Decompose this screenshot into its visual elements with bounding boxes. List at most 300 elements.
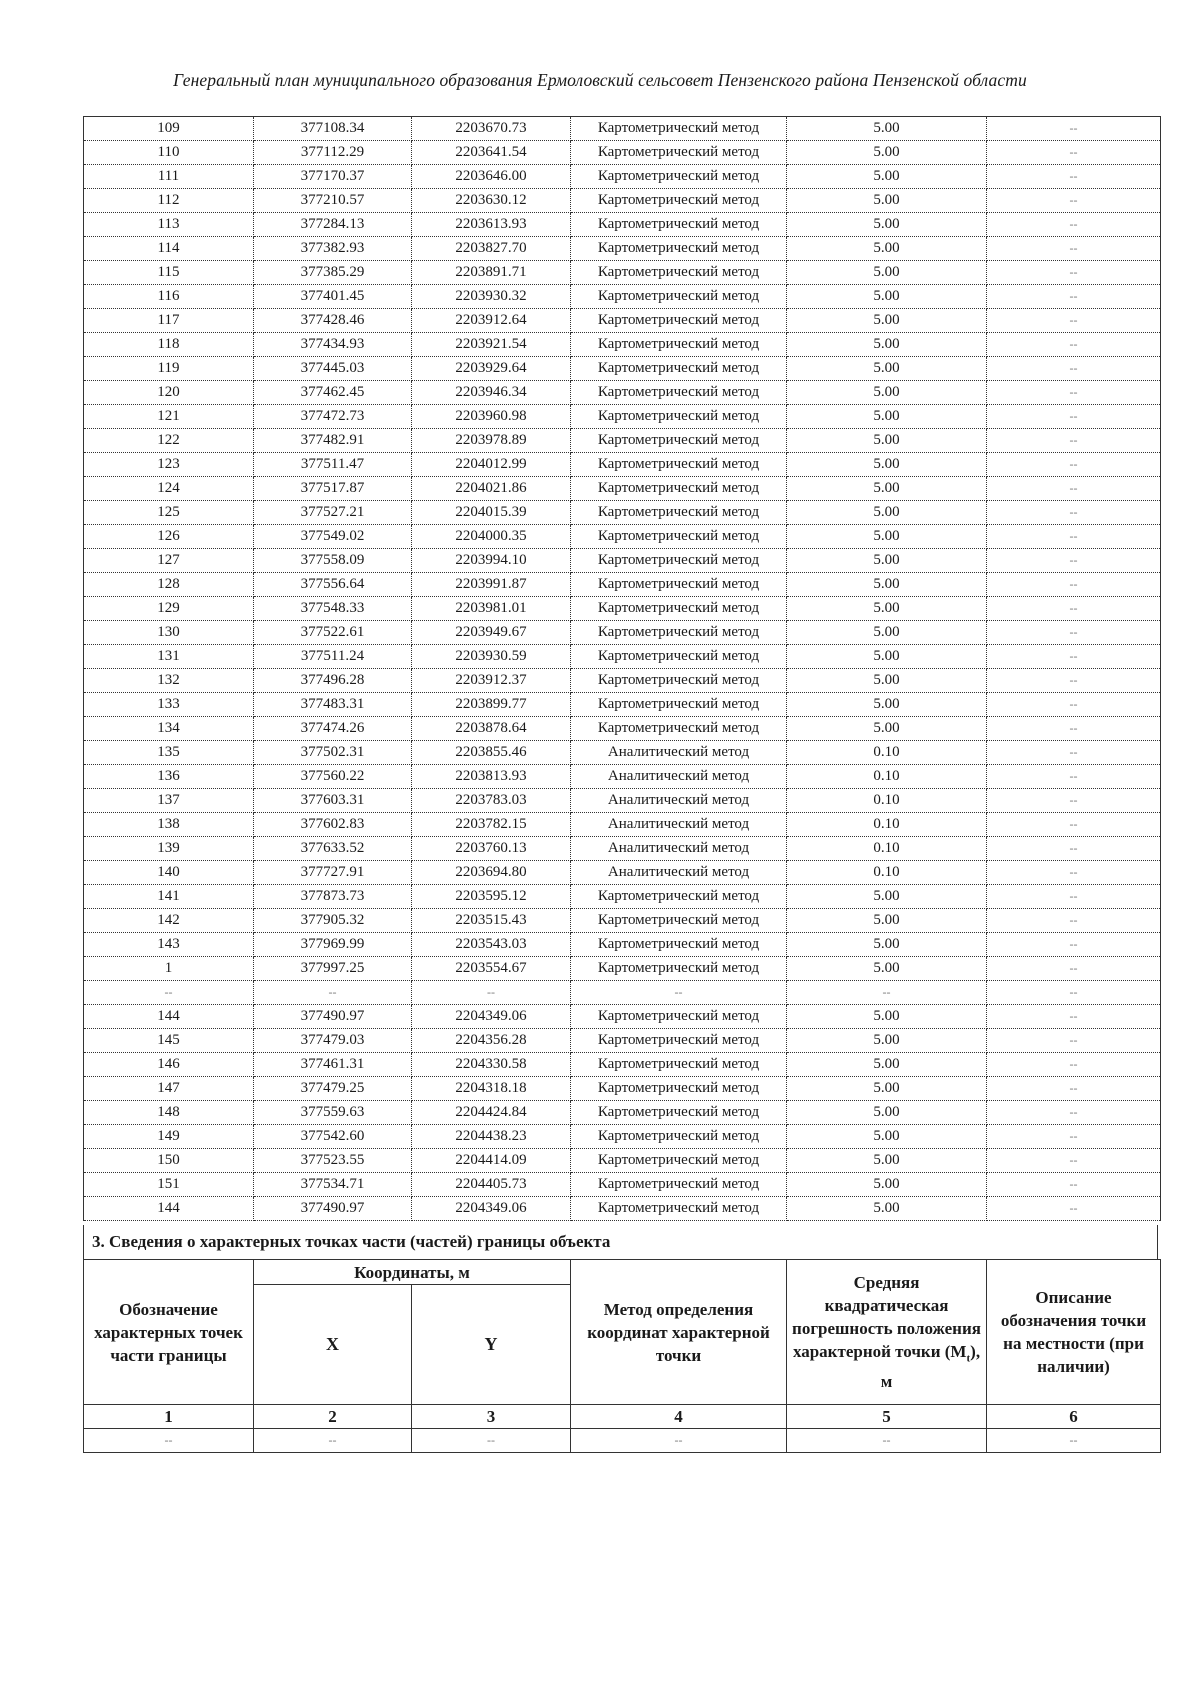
error-cell: 5.00	[787, 213, 987, 237]
error-cell: 5.00	[787, 573, 987, 597]
method-cell: Картометрический метод	[571, 261, 787, 285]
table-row	[84, 189, 1161, 213]
point-number-cell: 119	[84, 357, 254, 381]
table-row	[84, 693, 1161, 717]
error-cell: 5.00	[787, 357, 987, 381]
x-coordinate-cell: 377385.29	[254, 261, 412, 285]
x-coordinate-cell: 377511.47	[254, 453, 412, 477]
error-cell: 5.00	[787, 909, 987, 933]
point-number-cell: 129	[84, 597, 254, 621]
column-number: 6	[987, 1405, 1161, 1429]
description-cell: --	[987, 861, 1161, 885]
method-cell: --	[571, 981, 787, 1005]
method-cell: Картометрический метод	[571, 453, 787, 477]
description-cell: --	[987, 261, 1161, 285]
error-cell: 5.00	[787, 645, 987, 669]
error-cell: 5.00	[787, 1077, 987, 1101]
method-cell: Картометрический метод	[571, 645, 787, 669]
error-cell: 5.00	[787, 693, 987, 717]
error-cell: 5.00	[787, 621, 987, 645]
table-row	[84, 933, 1161, 957]
description-cell: --	[987, 237, 1161, 261]
table-row	[84, 237, 1161, 261]
error-cell: 5.00	[787, 261, 987, 285]
point-number-cell: 111	[84, 165, 254, 189]
x-coordinate-cell: 377603.31	[254, 789, 412, 813]
document-header: Генеральный план муниципального образования Ермоловский сельсовет Пензенского района Пензенской области	[173, 70, 1027, 90]
x-coordinate-cell: 377511.24	[254, 645, 412, 669]
method-cell: Картометрический метод	[571, 1077, 787, 1101]
x-coordinate-cell: 377905.32	[254, 909, 412, 933]
point-number-cell: 137	[84, 789, 254, 813]
header-point-designation: Обозначение характерных точек части границы	[84, 1260, 254, 1405]
method-cell: Картометрический метод	[571, 237, 787, 261]
y-coordinate-cell: 2203960.98	[412, 405, 571, 429]
column-number: 2	[254, 1405, 412, 1429]
y-coordinate-cell: 2203515.43	[412, 909, 571, 933]
table-row	[84, 1077, 1161, 1101]
description-cell: --	[987, 621, 1161, 645]
x-coordinate-cell: 377482.91	[254, 429, 412, 453]
method-cell: Картометрический метод	[571, 477, 787, 501]
table-row	[84, 621, 1161, 645]
description-cell: --	[987, 429, 1161, 453]
table-row	[84, 741, 1161, 765]
point-number-cell: 134	[84, 717, 254, 741]
y-coordinate-cell: 2203930.32	[412, 285, 571, 309]
error-cell: 5.00	[787, 141, 987, 165]
method-cell: Картометрический метод	[571, 117, 787, 141]
x-coordinate-cell: 377559.63	[254, 1101, 412, 1125]
error-cell: 5.00	[787, 117, 987, 141]
description-cell: --	[987, 1029, 1161, 1053]
y-coordinate-cell: 2203694.80	[412, 861, 571, 885]
point-number-cell: 124	[84, 477, 254, 501]
method-cell: Картометрический метод	[571, 1053, 787, 1077]
y-coordinate-cell: 2203946.34	[412, 381, 571, 405]
x-coordinate-cell: 377560.22	[254, 765, 412, 789]
y-coordinate-cell: 2203543.03	[412, 933, 571, 957]
error-cell: 5.00	[787, 333, 987, 357]
x-coordinate-cell: 377479.03	[254, 1029, 412, 1053]
point-number-cell: 144	[84, 1197, 254, 1221]
header-error-unit: ), м	[880, 1341, 981, 1392]
point-number-cell: 123	[84, 453, 254, 477]
y-coordinate-cell: 2204015.39	[412, 501, 571, 525]
x-coordinate-cell: 377602.83	[254, 813, 412, 837]
description-cell: --	[987, 573, 1161, 597]
header-x: X	[254, 1285, 412, 1405]
description-cell: --	[987, 981, 1161, 1005]
error-cell: 5.00	[787, 1197, 987, 1221]
description-cell: --	[987, 669, 1161, 693]
point-number-cell: 138	[84, 813, 254, 837]
description-cell: --	[987, 597, 1161, 621]
table-row	[84, 885, 1161, 909]
point-number-cell: 116	[84, 285, 254, 309]
column-number: 1	[84, 1405, 254, 1429]
x-coordinate-cell: 377490.97	[254, 1197, 412, 1221]
point-number-cell: 113	[84, 213, 254, 237]
description-cell: --	[987, 309, 1161, 333]
x-coordinate-cell: 377474.26	[254, 717, 412, 741]
table-row	[84, 429, 1161, 453]
x-coordinate-cell: 377997.25	[254, 957, 412, 981]
error-cell: 0.10	[787, 789, 987, 813]
method-cell: Картометрический метод	[571, 717, 787, 741]
y-coordinate-cell: 2203949.67	[412, 621, 571, 645]
y-coordinate-cell: 2203878.64	[412, 717, 571, 741]
method-cell: Картометрический метод	[571, 285, 787, 309]
coordinates-table-body	[84, 117, 1161, 1221]
error-cell: 5.00	[787, 717, 987, 741]
point-number-cell: 142	[84, 909, 254, 933]
point-number-cell: 115	[84, 261, 254, 285]
error-cell: 5.00	[787, 669, 987, 693]
error-cell: 5.00	[787, 885, 987, 909]
table-row	[84, 1101, 1161, 1125]
method-cell: Картометрический метод	[571, 693, 787, 717]
point-number-cell: 1	[84, 957, 254, 981]
x-coordinate-cell: 377727.91	[254, 861, 412, 885]
description-cell: --	[987, 1197, 1161, 1221]
x-coordinate-cell: 377462.45	[254, 381, 412, 405]
header-method: Метод определения координат характерной точки	[571, 1260, 787, 1405]
method-cell: Картометрический метод	[571, 957, 787, 981]
column-number: 4	[571, 1405, 787, 1429]
x-coordinate-cell: 377873.73	[254, 885, 412, 909]
error-cell: 5.00	[787, 1029, 987, 1053]
method-cell: Картометрический метод	[571, 213, 787, 237]
description-cell: --	[987, 141, 1161, 165]
method-cell: Картометрический метод	[571, 189, 787, 213]
description-cell: --	[987, 1005, 1161, 1029]
x-coordinate-cell: 377483.31	[254, 693, 412, 717]
x-coordinate-cell: 377445.03	[254, 357, 412, 381]
table-row	[84, 549, 1161, 573]
description-cell: --	[987, 165, 1161, 189]
y-coordinate-cell: 2203899.77	[412, 693, 571, 717]
y-coordinate-cell: --	[412, 981, 571, 1005]
table-row	[84, 1005, 1161, 1029]
description-cell: --	[987, 957, 1161, 981]
method-cell: Аналитический метод	[571, 789, 787, 813]
empty-cell: --	[84, 1429, 254, 1453]
point-number-cell: 126	[84, 525, 254, 549]
method-cell: Картометрический метод	[571, 1197, 787, 1221]
x-coordinate-cell: 377490.97	[254, 1005, 412, 1029]
error-cell: --	[787, 981, 987, 1005]
x-coordinate-cell: 377284.13	[254, 213, 412, 237]
description-cell: --	[987, 525, 1161, 549]
y-coordinate-cell: 2203646.00	[412, 165, 571, 189]
error-cell: 5.00	[787, 1125, 987, 1149]
x-coordinate-cell: --	[254, 981, 412, 1005]
error-cell: 0.10	[787, 813, 987, 837]
error-cell: 5.00	[787, 1173, 987, 1197]
method-cell: Картометрический метод	[571, 549, 787, 573]
empty-cell: --	[571, 1429, 787, 1453]
description-cell: --	[987, 741, 1161, 765]
description-cell: --	[987, 837, 1161, 861]
x-coordinate-cell: 377517.87	[254, 477, 412, 501]
table-row	[84, 765, 1161, 789]
y-coordinate-cell: 2203630.12	[412, 189, 571, 213]
point-number-cell: 150	[84, 1149, 254, 1173]
header-error	[787, 1260, 987, 1405]
x-coordinate-cell: 377542.60	[254, 1125, 412, 1149]
description-cell: --	[987, 357, 1161, 381]
method-cell: Аналитический метод	[571, 861, 787, 885]
y-coordinate-cell: 2203613.93	[412, 213, 571, 237]
x-coordinate-cell: 377210.57	[254, 189, 412, 213]
section-3-title: 3. Сведения о характерных точках части (частей) границы объекта	[83, 1225, 1158, 1259]
table-row	[84, 957, 1161, 981]
description-cell: --	[987, 645, 1161, 669]
y-coordinate-cell: 2203994.10	[412, 549, 571, 573]
error-cell: 5.00	[787, 1053, 987, 1077]
x-coordinate-cell: 377527.21	[254, 501, 412, 525]
header-error-text: Средняя квадратическая погрешность положения характерной точки (M	[792, 1272, 981, 1361]
y-coordinate-cell: 2204414.09	[412, 1149, 571, 1173]
error-cell: 5.00	[787, 957, 987, 981]
y-coordinate-cell: 2203991.87	[412, 573, 571, 597]
point-number-cell: 147	[84, 1077, 254, 1101]
header-description: Описание обозначения точки на местности (при наличии)	[987, 1260, 1161, 1405]
y-coordinate-cell: 2203891.71	[412, 261, 571, 285]
y-coordinate-cell: 2204356.28	[412, 1029, 571, 1053]
table-row	[84, 573, 1161, 597]
point-number-cell: 143	[84, 933, 254, 957]
error-cell: 5.00	[787, 597, 987, 621]
method-cell: Картометрический метод	[571, 381, 787, 405]
error-cell: 5.00	[787, 405, 987, 429]
header-y: Y	[412, 1285, 571, 1405]
y-coordinate-cell: 2204424.84	[412, 1101, 571, 1125]
description-cell: --	[987, 333, 1161, 357]
y-coordinate-cell: 2204349.06	[412, 1005, 571, 1029]
method-cell: Картометрический метод	[571, 621, 787, 645]
method-cell: Картометрический метод	[571, 429, 787, 453]
point-number-cell: 125	[84, 501, 254, 525]
x-coordinate-cell: 377548.33	[254, 597, 412, 621]
description-cell: --	[987, 1077, 1161, 1101]
x-coordinate-cell: 377534.71	[254, 1173, 412, 1197]
y-coordinate-cell: 2203921.54	[412, 333, 571, 357]
table-row	[84, 501, 1161, 525]
empty-cell: --	[412, 1429, 571, 1453]
x-coordinate-cell: 377461.31	[254, 1053, 412, 1077]
point-number-cell: 112	[84, 189, 254, 213]
point-number-cell: 121	[84, 405, 254, 429]
empty-cell: --	[787, 1429, 987, 1453]
table-row	[84, 525, 1161, 549]
point-number-cell: --	[84, 981, 254, 1005]
table-row	[84, 333, 1161, 357]
header-error-subscript: t	[966, 1352, 971, 1365]
header-coordinates: Координаты, м	[254, 1260, 571, 1285]
method-cell: Картометрический метод	[571, 1149, 787, 1173]
description-cell: --	[987, 765, 1161, 789]
column-number: 5	[787, 1405, 987, 1429]
method-cell: Картометрический метод	[571, 141, 787, 165]
method-cell: Картометрический метод	[571, 1005, 787, 1029]
method-cell: Аналитический метод	[571, 741, 787, 765]
y-coordinate-cell: 2203782.15	[412, 813, 571, 837]
y-coordinate-cell: 2203855.46	[412, 741, 571, 765]
description-cell: --	[987, 1101, 1161, 1125]
method-cell: Аналитический метод	[571, 813, 787, 837]
table-row	[84, 981, 1161, 1005]
table-row	[84, 357, 1161, 381]
y-coordinate-cell: 2204012.99	[412, 453, 571, 477]
x-coordinate-cell: 377479.25	[254, 1077, 412, 1101]
point-number-cell: 135	[84, 741, 254, 765]
point-number-cell: 130	[84, 621, 254, 645]
table-row	[84, 1053, 1161, 1077]
point-number-cell: 141	[84, 885, 254, 909]
x-coordinate-cell: 377496.28	[254, 669, 412, 693]
error-cell: 5.00	[787, 1101, 987, 1125]
description-cell: --	[987, 189, 1161, 213]
description-cell: --	[987, 501, 1161, 525]
error-cell: 5.00	[787, 1005, 987, 1029]
y-coordinate-cell: 2203813.93	[412, 765, 571, 789]
y-coordinate-cell: 2204405.73	[412, 1173, 571, 1197]
x-coordinate-cell: 377434.93	[254, 333, 412, 357]
point-number-cell: 144	[84, 1005, 254, 1029]
table-row	[84, 813, 1161, 837]
y-coordinate-cell: 2203827.70	[412, 237, 571, 261]
y-coordinate-cell: 2203912.64	[412, 309, 571, 333]
error-cell: 0.10	[787, 837, 987, 861]
y-coordinate-cell: 2204349.06	[412, 1197, 571, 1221]
description-cell: --	[987, 549, 1161, 573]
y-coordinate-cell: 2203554.67	[412, 957, 571, 981]
x-coordinate-cell: 377633.52	[254, 837, 412, 861]
x-coordinate-cell: 377556.64	[254, 573, 412, 597]
point-number-cell: 139	[84, 837, 254, 861]
table-row	[84, 477, 1161, 501]
point-number-cell: 148	[84, 1101, 254, 1125]
y-coordinate-cell: 2204021.86	[412, 477, 571, 501]
point-number-cell: 118	[84, 333, 254, 357]
table-row	[84, 1149, 1161, 1173]
x-coordinate-cell: 377523.55	[254, 1149, 412, 1173]
point-number-cell: 120	[84, 381, 254, 405]
method-cell: Картометрический метод	[571, 333, 787, 357]
table-row	[84, 1029, 1161, 1053]
error-cell: 0.10	[787, 765, 987, 789]
x-coordinate-cell: 377108.34	[254, 117, 412, 141]
description-cell: --	[987, 213, 1161, 237]
table-row	[84, 261, 1161, 285]
error-cell: 5.00	[787, 477, 987, 501]
table-row	[84, 141, 1161, 165]
table-row	[84, 597, 1161, 621]
method-cell: Картометрический метод	[571, 669, 787, 693]
y-coordinate-cell: 2204000.35	[412, 525, 571, 549]
table-row	[84, 285, 1161, 309]
method-cell: Картометрический метод	[571, 309, 787, 333]
point-number-cell: 114	[84, 237, 254, 261]
description-cell: --	[987, 117, 1161, 141]
description-cell: --	[987, 285, 1161, 309]
description-cell: --	[987, 909, 1161, 933]
method-cell: Картометрический метод	[571, 1029, 787, 1053]
description-cell: --	[987, 381, 1161, 405]
method-cell: Картометрический метод	[571, 165, 787, 189]
description-cell: --	[987, 933, 1161, 957]
table-row	[84, 669, 1161, 693]
x-coordinate-cell: 377428.46	[254, 309, 412, 333]
point-number-cell: 145	[84, 1029, 254, 1053]
description-cell: --	[987, 885, 1161, 909]
y-coordinate-cell: 2203670.73	[412, 117, 571, 141]
error-cell: 5.00	[787, 285, 987, 309]
point-number-cell: 128	[84, 573, 254, 597]
method-cell: Картометрический метод	[571, 501, 787, 525]
x-coordinate-cell: 377170.37	[254, 165, 412, 189]
point-number-cell: 133	[84, 693, 254, 717]
method-cell: Картометрический метод	[571, 597, 787, 621]
table-row	[84, 213, 1161, 237]
description-cell: --	[987, 477, 1161, 501]
y-coordinate-cell: 2203929.64	[412, 357, 571, 381]
point-number-cell: 131	[84, 645, 254, 669]
method-cell: Картометрический метод	[571, 525, 787, 549]
coordinates-table	[83, 116, 1161, 1221]
method-cell: Картометрический метод	[571, 357, 787, 381]
error-cell: 5.00	[787, 501, 987, 525]
method-cell: Картометрический метод	[571, 405, 787, 429]
x-coordinate-cell: 377382.93	[254, 237, 412, 261]
description-cell: --	[987, 813, 1161, 837]
point-number-cell: 127	[84, 549, 254, 573]
table-row	[84, 453, 1161, 477]
table-row	[84, 789, 1161, 813]
point-number-cell: 109	[84, 117, 254, 141]
point-number-cell: 149	[84, 1125, 254, 1149]
error-cell: 5.00	[787, 525, 987, 549]
description-cell: --	[987, 1125, 1161, 1149]
error-cell: 0.10	[787, 861, 987, 885]
table-row	[84, 165, 1161, 189]
description-cell: --	[987, 789, 1161, 813]
method-cell: Картометрический метод	[571, 1125, 787, 1149]
method-cell: Картометрический метод	[571, 885, 787, 909]
point-number-cell: 151	[84, 1173, 254, 1197]
point-number-cell: 146	[84, 1053, 254, 1077]
method-cell: Картометрический метод	[571, 573, 787, 597]
table-row	[84, 861, 1161, 885]
point-number-cell: 110	[84, 141, 254, 165]
table-row	[84, 1125, 1161, 1149]
table-row	[84, 909, 1161, 933]
table-row	[84, 381, 1161, 405]
description-cell: --	[987, 1173, 1161, 1197]
description-cell: --	[987, 453, 1161, 477]
error-cell: 5.00	[787, 381, 987, 405]
x-coordinate-cell: 377522.61	[254, 621, 412, 645]
y-coordinate-cell: 2203783.03	[412, 789, 571, 813]
error-cell: 5.00	[787, 165, 987, 189]
error-cell: 5.00	[787, 309, 987, 333]
table-row	[84, 1197, 1161, 1221]
description-cell: --	[987, 1149, 1161, 1173]
point-number-cell: 132	[84, 669, 254, 693]
description-cell: --	[987, 405, 1161, 429]
